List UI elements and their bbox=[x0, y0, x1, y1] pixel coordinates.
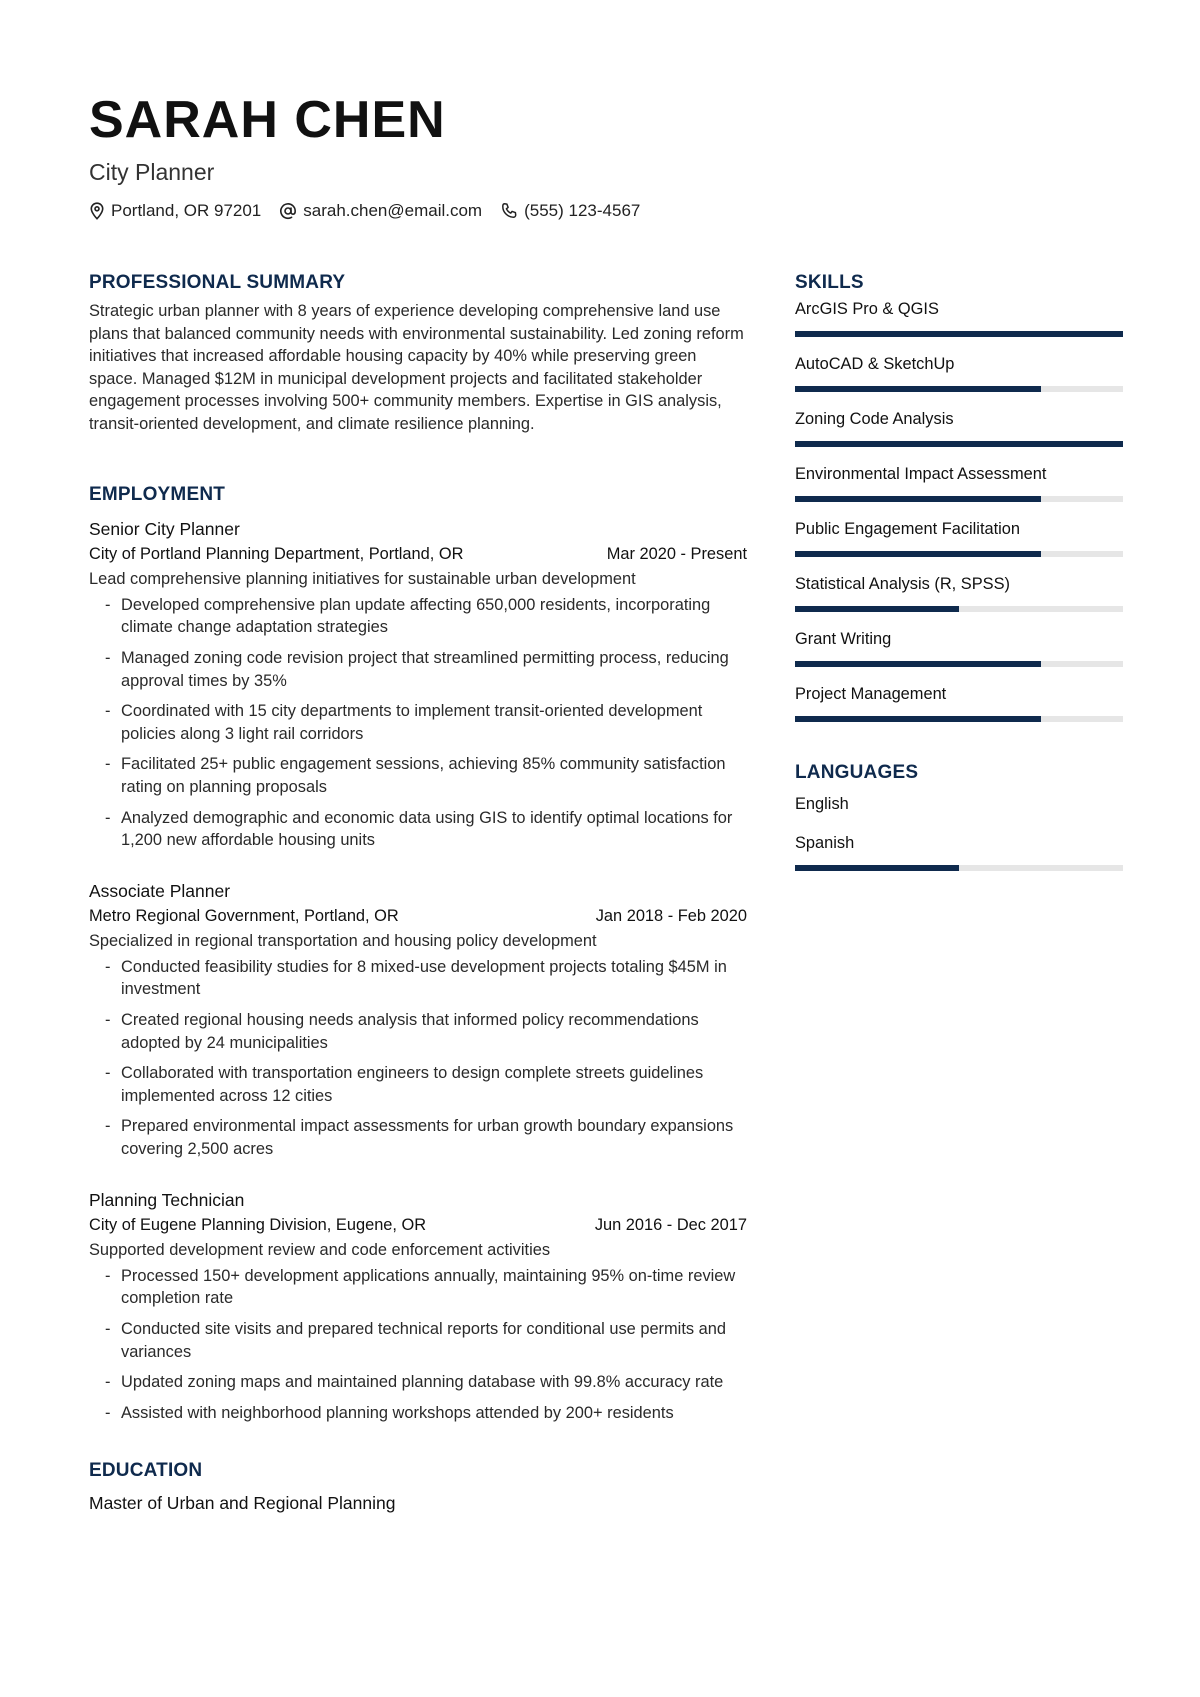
bullet-text: Developed comprehensive plan update affecting 650,000 residents, incorporating climate change adaptation strategies bbox=[121, 595, 711, 637]
map-pin-icon bbox=[89, 202, 105, 220]
skill-item bbox=[795, 408, 1125, 447]
skills-section bbox=[795, 270, 1125, 722]
skill-level-fill bbox=[795, 661, 1041, 667]
job-company: Metro Regional Government, Portland, OR bbox=[89, 906, 399, 925]
language-level-track bbox=[795, 865, 1123, 871]
job-dates: Jun 2016 - Dec 2017 bbox=[594, 1215, 747, 1234]
bullet-item: - Updated zoning maps and maintained planning database with 99.8% accuracy rate bbox=[105, 1373, 724, 1392]
language-level-fill bbox=[795, 865, 959, 871]
bullet-item: - Prepared environmental impact assessments for urban growth boundary expansions covering 2,500 acres bbox=[105, 1117, 734, 1159]
skill-item bbox=[795, 518, 1125, 557]
job-bullets bbox=[89, 956, 747, 1161]
bullet-item: - Facilitated 25+ public engagement sessions, achieving 85% community satisfaction rating on planning proposals bbox=[105, 755, 726, 796]
candidate-title: City Planner bbox=[89, 159, 215, 185]
job-entry bbox=[89, 878, 747, 1161]
phone-text: (555) 123-4567 bbox=[524, 201, 641, 220]
skill-level-fill bbox=[795, 331, 1123, 337]
job-meta bbox=[89, 1214, 747, 1237]
main-column bbox=[89, 270, 747, 1516]
bullet-item: - Conducted feasibility studies for 8 mixed-use development projects totaling $45M in investment bbox=[105, 957, 727, 999]
employment-heading: EMPLOYMENT bbox=[89, 483, 226, 505]
skill-item bbox=[795, 628, 1125, 667]
job-bullets bbox=[89, 594, 747, 852]
job-title: Associate Planner bbox=[89, 880, 231, 901]
language-name: Spanish bbox=[795, 834, 855, 852]
job-entry bbox=[89, 516, 747, 852]
bullet-item: - Coordinated with 15 city departments to implement transit-oriented development policies along 3 light rail corridors bbox=[105, 702, 703, 743]
job-meta bbox=[89, 543, 747, 566]
bullet-text: Managed zoning code revision project that streamlined permitting process, reducing approval times by 35% bbox=[121, 648, 729, 690]
job-title: Planning Technician bbox=[89, 1189, 245, 1210]
language-item bbox=[795, 832, 1125, 871]
bullet-item: - Managed zoning code revision project that streamlined permitting process, reducing approval times by 35% bbox=[105, 648, 729, 690]
summary-text: Strategic urban planner with 8 years of experience developing comprehensive land use plans that balanced community needs with environmental sustainability. Led zoning reform initiatives that increased affordable housing capacity by 40% while preserving green space. Managed $12M in municipal development projects and facilitated stakeholder engagement processes involving 500+ community members. Expertise in GIS analysis, transit-oriented development, and climate resilience planning. bbox=[89, 302, 744, 433]
bullet-text: Prepared environmental impact assessments for urban growth boundary expansions covering 2,500 acres bbox=[121, 1117, 734, 1159]
employment-section bbox=[89, 482, 747, 1425]
job-description: Supported development review and code enforcement activities bbox=[89, 1241, 551, 1260]
skill-level-fill bbox=[795, 551, 1041, 557]
contact-phone bbox=[500, 198, 640, 224]
degree-title: Master of Urban and Regional Planning bbox=[89, 1493, 396, 1514]
languages-heading: LANGUAGES bbox=[795, 762, 919, 783]
bullet-text: Collaborated with transportation engineers to design complete streets guidelines implemented across 12 cities bbox=[121, 1064, 704, 1105]
job-description: Lead comprehensive planning initiatives for sustainable urban development bbox=[89, 570, 636, 589]
skill-item bbox=[795, 463, 1125, 502]
skill-level-fill bbox=[795, 606, 959, 612]
job-dates: Mar 2020 - Present bbox=[606, 544, 747, 563]
skill-name: Public Engagement Facilitation bbox=[795, 520, 1021, 538]
skill-name: Project Management bbox=[795, 685, 947, 703]
skill-level-fill bbox=[795, 716, 1041, 722]
bullet-item: - Developed comprehensive plan update affecting 650,000 residents, incorporating climate change adaptation strategies bbox=[105, 595, 711, 637]
bullet-item: - Analyzed demographic and economic data using GIS to identify optimal locations for 1,200 new affordable housing units bbox=[105, 808, 733, 850]
skill-level-track bbox=[795, 386, 1123, 392]
contact-row bbox=[89, 198, 658, 224]
bullet-text: Conducted site visits and prepared technical reports for conditional use permits and variances bbox=[121, 1320, 726, 1361]
bullet-text: Conducted feasibility studies for 8 mixed-use development projects totaling $45M in investment bbox=[121, 957, 727, 999]
skill-level-track bbox=[795, 606, 1123, 612]
bullet-item: - Collaborated with transportation engineers to design complete streets guidelines implemented across 12 cities bbox=[105, 1064, 704, 1105]
sidebar-column bbox=[795, 270, 1125, 871]
job-meta bbox=[89, 905, 747, 928]
skill-name: Zoning Code Analysis bbox=[795, 410, 954, 428]
skill-level-fill bbox=[795, 386, 1041, 392]
location-text: Portland, OR 97201 bbox=[111, 201, 262, 220]
summary-heading: PROFESSIONAL SUMMARY bbox=[89, 272, 346, 293]
job-company: City of Eugene Planning Division, Eugene, OR bbox=[89, 1215, 427, 1234]
job-entry bbox=[89, 1187, 747, 1425]
skill-item bbox=[795, 298, 1125, 337]
skills-list bbox=[795, 298, 1125, 722]
bullet-item: - Created regional housing needs analysis that informed policy recommendations adopted by 24 municipalities bbox=[105, 1011, 699, 1052]
skill-item bbox=[795, 353, 1125, 392]
email-link[interactable]: sarah.chen@email.com bbox=[303, 201, 483, 220]
summary-section bbox=[89, 270, 747, 436]
skill-level-track bbox=[795, 716, 1123, 722]
skill-level-track bbox=[795, 441, 1123, 447]
bullet-text: Coordinated with 15 city departments to implement transit-oriented development policies along 3 light rail corridors bbox=[121, 702, 703, 743]
languages-section bbox=[795, 760, 1125, 871]
skill-name: Statistical Analysis (R, SPSS) bbox=[795, 575, 1010, 593]
bullet-text: Processed 150+ development applications annually, maintaining 95% on-time review completion rate bbox=[121, 1266, 736, 1308]
bullet-text: Created regional housing needs analysis that informed policy recommendations adopted by 24 municipalities bbox=[121, 1011, 699, 1052]
job-description: Specialized in regional transportation and housing policy development bbox=[89, 932, 597, 951]
skill-level-track bbox=[795, 331, 1123, 337]
job-dates: Jan 2018 - Feb 2020 bbox=[595, 906, 747, 925]
skill-level-fill bbox=[795, 441, 1123, 447]
language-name: English bbox=[795, 795, 849, 813]
skill-level-fill bbox=[795, 496, 1041, 502]
skill-level-track bbox=[795, 496, 1123, 502]
bullet-item: - Conducted site visits and prepared technical reports for conditional use permits and variances bbox=[105, 1320, 726, 1361]
bullet-text: Assisted with neighborhood planning workshops attended by 200+ residents bbox=[121, 1403, 674, 1422]
at-sign-icon bbox=[279, 202, 297, 220]
job-bullets bbox=[89, 1265, 747, 1425]
contact-email bbox=[279, 198, 482, 224]
skill-name: AutoCAD & SketchUp bbox=[795, 355, 955, 373]
bullet-item: - Processed 150+ development applications annually, maintaining 95% on-time review completion rate bbox=[105, 1266, 736, 1308]
skill-level-track bbox=[795, 551, 1123, 557]
language-item bbox=[795, 793, 1125, 815]
skill-level-track bbox=[795, 661, 1123, 667]
skill-item bbox=[795, 683, 1125, 722]
skill-item bbox=[795, 573, 1125, 612]
phone-icon bbox=[500, 202, 518, 220]
education-section bbox=[89, 1458, 747, 1516]
job-title: Senior City Planner bbox=[89, 518, 240, 539]
job-company: City of Portland Planning Department, Portland, OR bbox=[89, 544, 464, 563]
skill-name: Environmental Impact Assessment bbox=[795, 465, 1047, 483]
bullet-text: Facilitated 25+ public engagement sessions, achieving 85% community satisfaction rating on planning proposals bbox=[121, 755, 726, 796]
candidate-name: SARAH CHEN bbox=[89, 91, 446, 149]
education-heading: EDUCATION bbox=[89, 1460, 203, 1482]
bullet-text: Updated zoning maps and maintained planning database with 99.8% accuracy rate bbox=[121, 1373, 724, 1392]
bullet-text: Analyzed demographic and economic data using GIS to identify optimal locations for 1,200 new affordable housing units bbox=[121, 808, 733, 850]
skill-name: ArcGIS Pro & QGIS bbox=[795, 300, 939, 318]
bullet-item: - Assisted with neighborhood planning workshops attended by 200+ residents bbox=[105, 1403, 674, 1422]
skill-name: Grant Writing bbox=[795, 630, 892, 648]
skills-heading: SKILLS bbox=[795, 272, 864, 293]
contact-location bbox=[89, 198, 261, 224]
